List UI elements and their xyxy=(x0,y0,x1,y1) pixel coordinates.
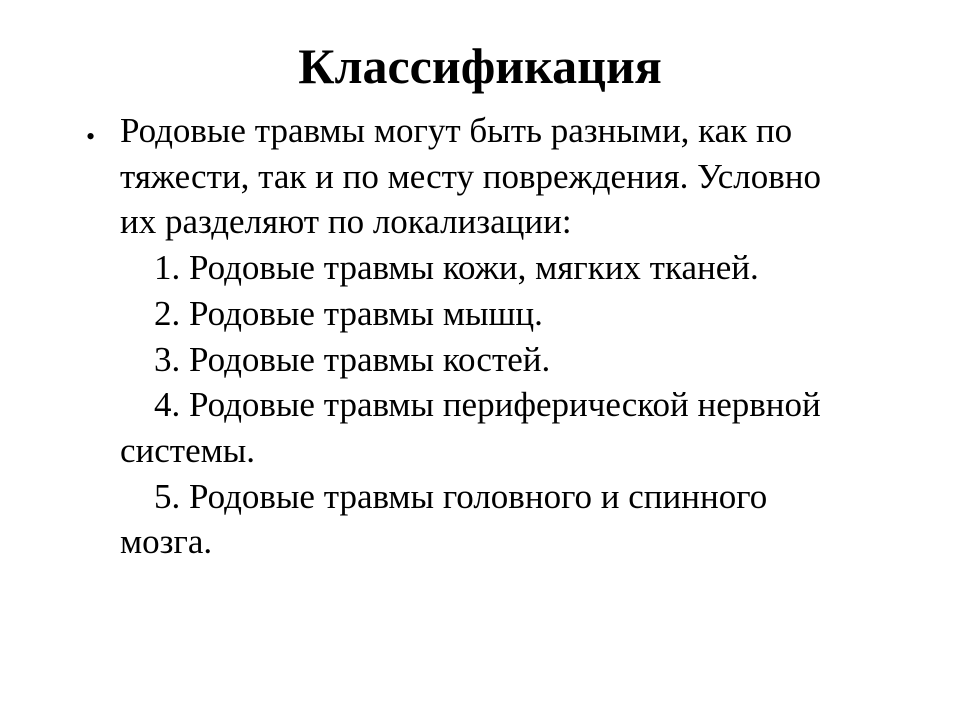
list-item xyxy=(120,291,860,337)
list-item xyxy=(120,245,860,291)
slide-body xyxy=(86,108,886,565)
bullet-text xyxy=(120,108,860,565)
bullet-icon: • xyxy=(86,122,96,151)
list-item xyxy=(120,382,860,473)
intro-text: Родовые травмы могут быть разными, как по тяжести, так и по месту повреждения. Условно их разделяют по локализации: xyxy=(120,111,821,242)
list-item xyxy=(120,474,860,565)
list-item-text: 3. Родовые травмы костей. xyxy=(154,339,551,379)
list-item-text: 5. Родовые травмы головного и спинного мозга. xyxy=(120,476,768,562)
list-item-text: 1. Родовые травмы кожи, мягких тканей. xyxy=(154,248,759,288)
list-item-text: 4. Родовые травмы периферической нервной системы. xyxy=(120,385,821,470)
slide-title: Классификация xyxy=(298,38,662,94)
list-item xyxy=(120,337,860,383)
list-item-text: 2. Родовые травмы мышц. xyxy=(154,293,543,333)
